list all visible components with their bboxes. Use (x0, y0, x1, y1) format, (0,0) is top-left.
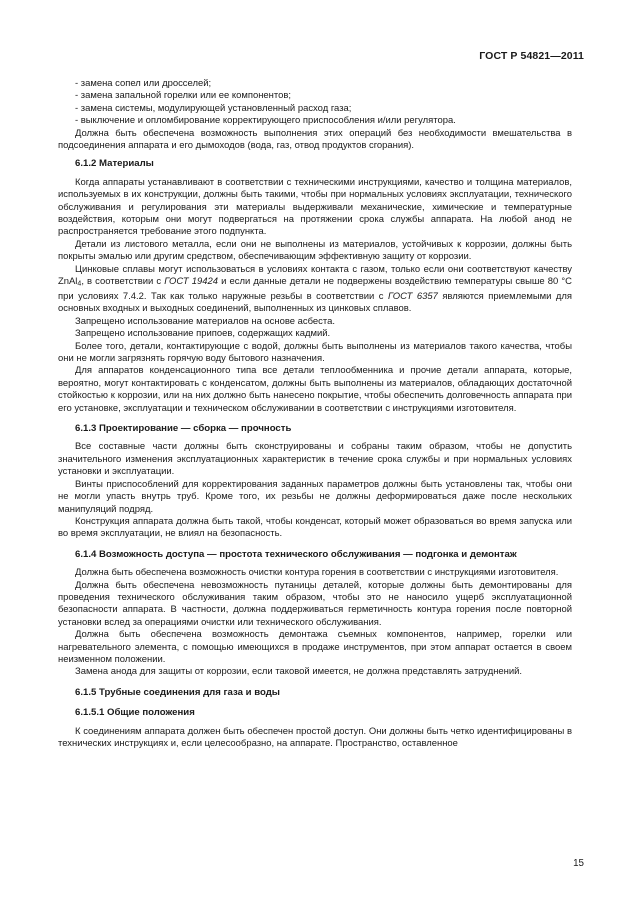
paragraph: Конструкция аппарата должна быть такой, чтобы конденсат, который может образоваться во время запуска или во время эксплуатации, не влиял на безопасность. (58, 515, 572, 540)
paragraph: Замена анода для защиты от коррозии, если таковой имеется, не должна представлять затруднений. (75, 666, 523, 678)
text-run: Цинковые сплавы могут использоваться в условиях контакта с газом, только если они соответствуют качеству ZnAl (58, 263, 572, 288)
document-id-header: ГОСТ Р 54821—2011 (479, 50, 584, 62)
paragraph: Винты приспособлений для корректирования заданных параметров должны быть установлены так, чтобы они не могли упасть внутрь труб. Кроме того, их резьбы не должны деформироваться даже после нескольких манипуляций подряд. (58, 478, 572, 515)
paragraph: Должна быть обеспечена возможность демонтажа съемных компонентов, например, горелки или нагревательного элемента, с помощью имеющихся в продаже инструментов, при этом аппарат остается в своем неизменном положении. (58, 629, 572, 665)
paragraph: Должна быть обеспечена невозможность путаницы деталей, которые должны быть демонтированы для проведения технического обслуживания таким образом, чтобы это не наносило ущерб эксплуатационной безопасности аппарата. В частности, должна поддерживаться герметичность контура горения после повторной установки вслед за операциями очистки или технического обслуживания. (58, 579, 572, 628)
paragraph: Запрещено использование припоев, содержащих кадмий. (75, 328, 331, 340)
text-run: и если данные детали не подвержены воздействию температуры свыше 80 °С при условиях 7.4.2. Так как только наружные резьбы в соответствии с (58, 276, 573, 302)
subscript: 4 (77, 280, 82, 288)
paragraph: - замена запальной горелки или ее компонентов; (75, 90, 291, 102)
paragraph: - замена сопел или дросселей; (75, 78, 212, 89)
paragraph: Когда аппараты устанавливают в соответствии с техническими инструкциями, качество и толщина материалов, используемых в их конструкции, должны быть такими, чтобы при нормальных условиях эксплуатации, технического обслуживания и регулирования эти материалы выдерживали механические, химические и температурные воздействия, которым они могут подвергаться на протяжении срока службы аппарата. На любой анод не распространяется требование этого подпункта. (58, 176, 572, 238)
paragraph: Более того, детали, контактирующие с водой, должны быть выполнены из материалов такого качества, чтобы они не могли загрязнять горячую воду бытового назначения. (58, 340, 572, 365)
document-body (58, 78, 572, 750)
text-run: , в соответствии с (81, 276, 165, 288)
paragraph: - выключение и опломбирование корректирующего приспособления и/или регулятора. (75, 115, 456, 127)
paragraph: Детали из листового металла, если они не выполнены из материалов, устойчивых к коррозии, должны быть покрыты эмалью или другим средством, обеспечивающим эффективную защиту от коррозии. (58, 238, 572, 263)
paragraph: Запрещено использование материалов на основе асбеста. (75, 315, 335, 327)
section-heading: 6.1.4 Возможность доступа — простота технического обслуживания — подгонка и демонтаж (75, 548, 517, 560)
paragraph: Должна быть обеспечена возможность выполнения этих операций без необходимости вмешательства в подсоединения аппарата и его дымоходов (вода, газ, отвод продуктов сгорания). (58, 127, 572, 152)
paragraph: К соединениям аппарата должен быть обеспечен простой доступ. Они должны быть четко идентифицированы в технических инструкциях и, если целесообразно, на аппарате. Пространство, оставленное (58, 725, 572, 749)
standard-reference: ГОСТ 6357 (387, 291, 438, 302)
page-number: 15 (573, 858, 584, 869)
standard-reference: ГОСТ 19424 (164, 276, 219, 288)
paragraph: - замена системы, модулирующей установленный расход газа; (75, 102, 352, 114)
section-heading: 6.1.5.1 Общие положения (75, 707, 195, 719)
section-heading: 6.1.2 Материалы (75, 158, 154, 170)
paragraph: Все составные части должны быть сконструированы и собраны таким образом, чтобы не допустить значительного изменения эксплуатационных характеристик в течение срока службы и при нормальных условиях установки и эксплуатации. (58, 441, 572, 478)
section-heading: 6.1.5 Трубные соединения для газа и воды (75, 686, 280, 698)
text-run: являются приемлемыми для основных входных и выходных соединений, выполненных из цинковых сплавов. (58, 291, 572, 315)
section-heading: 6.1.3 Проектирование — сборка — прочность (75, 423, 292, 435)
paragraph: Должна быть обеспечена возможность очистки контура горения в соответствии с инструкциями изготовителя. (75, 567, 559, 579)
paragraph (58, 264, 572, 316)
paragraph: Для аппаратов конденсационного типа все детали теплообменника и прочие детали аппарата, которые, вероятно, могут контактировать с конденсатом, должны быть выполнены из материалов, обладающих достаточной стойкостью к коррозии, или на них должно быть нанесено покрытие, чтобы обеспечить долговечность аппарата при его установке, эксплуатации и техническом обслуживании в соответствии с инструкциями изготовителя. (58, 365, 572, 414)
